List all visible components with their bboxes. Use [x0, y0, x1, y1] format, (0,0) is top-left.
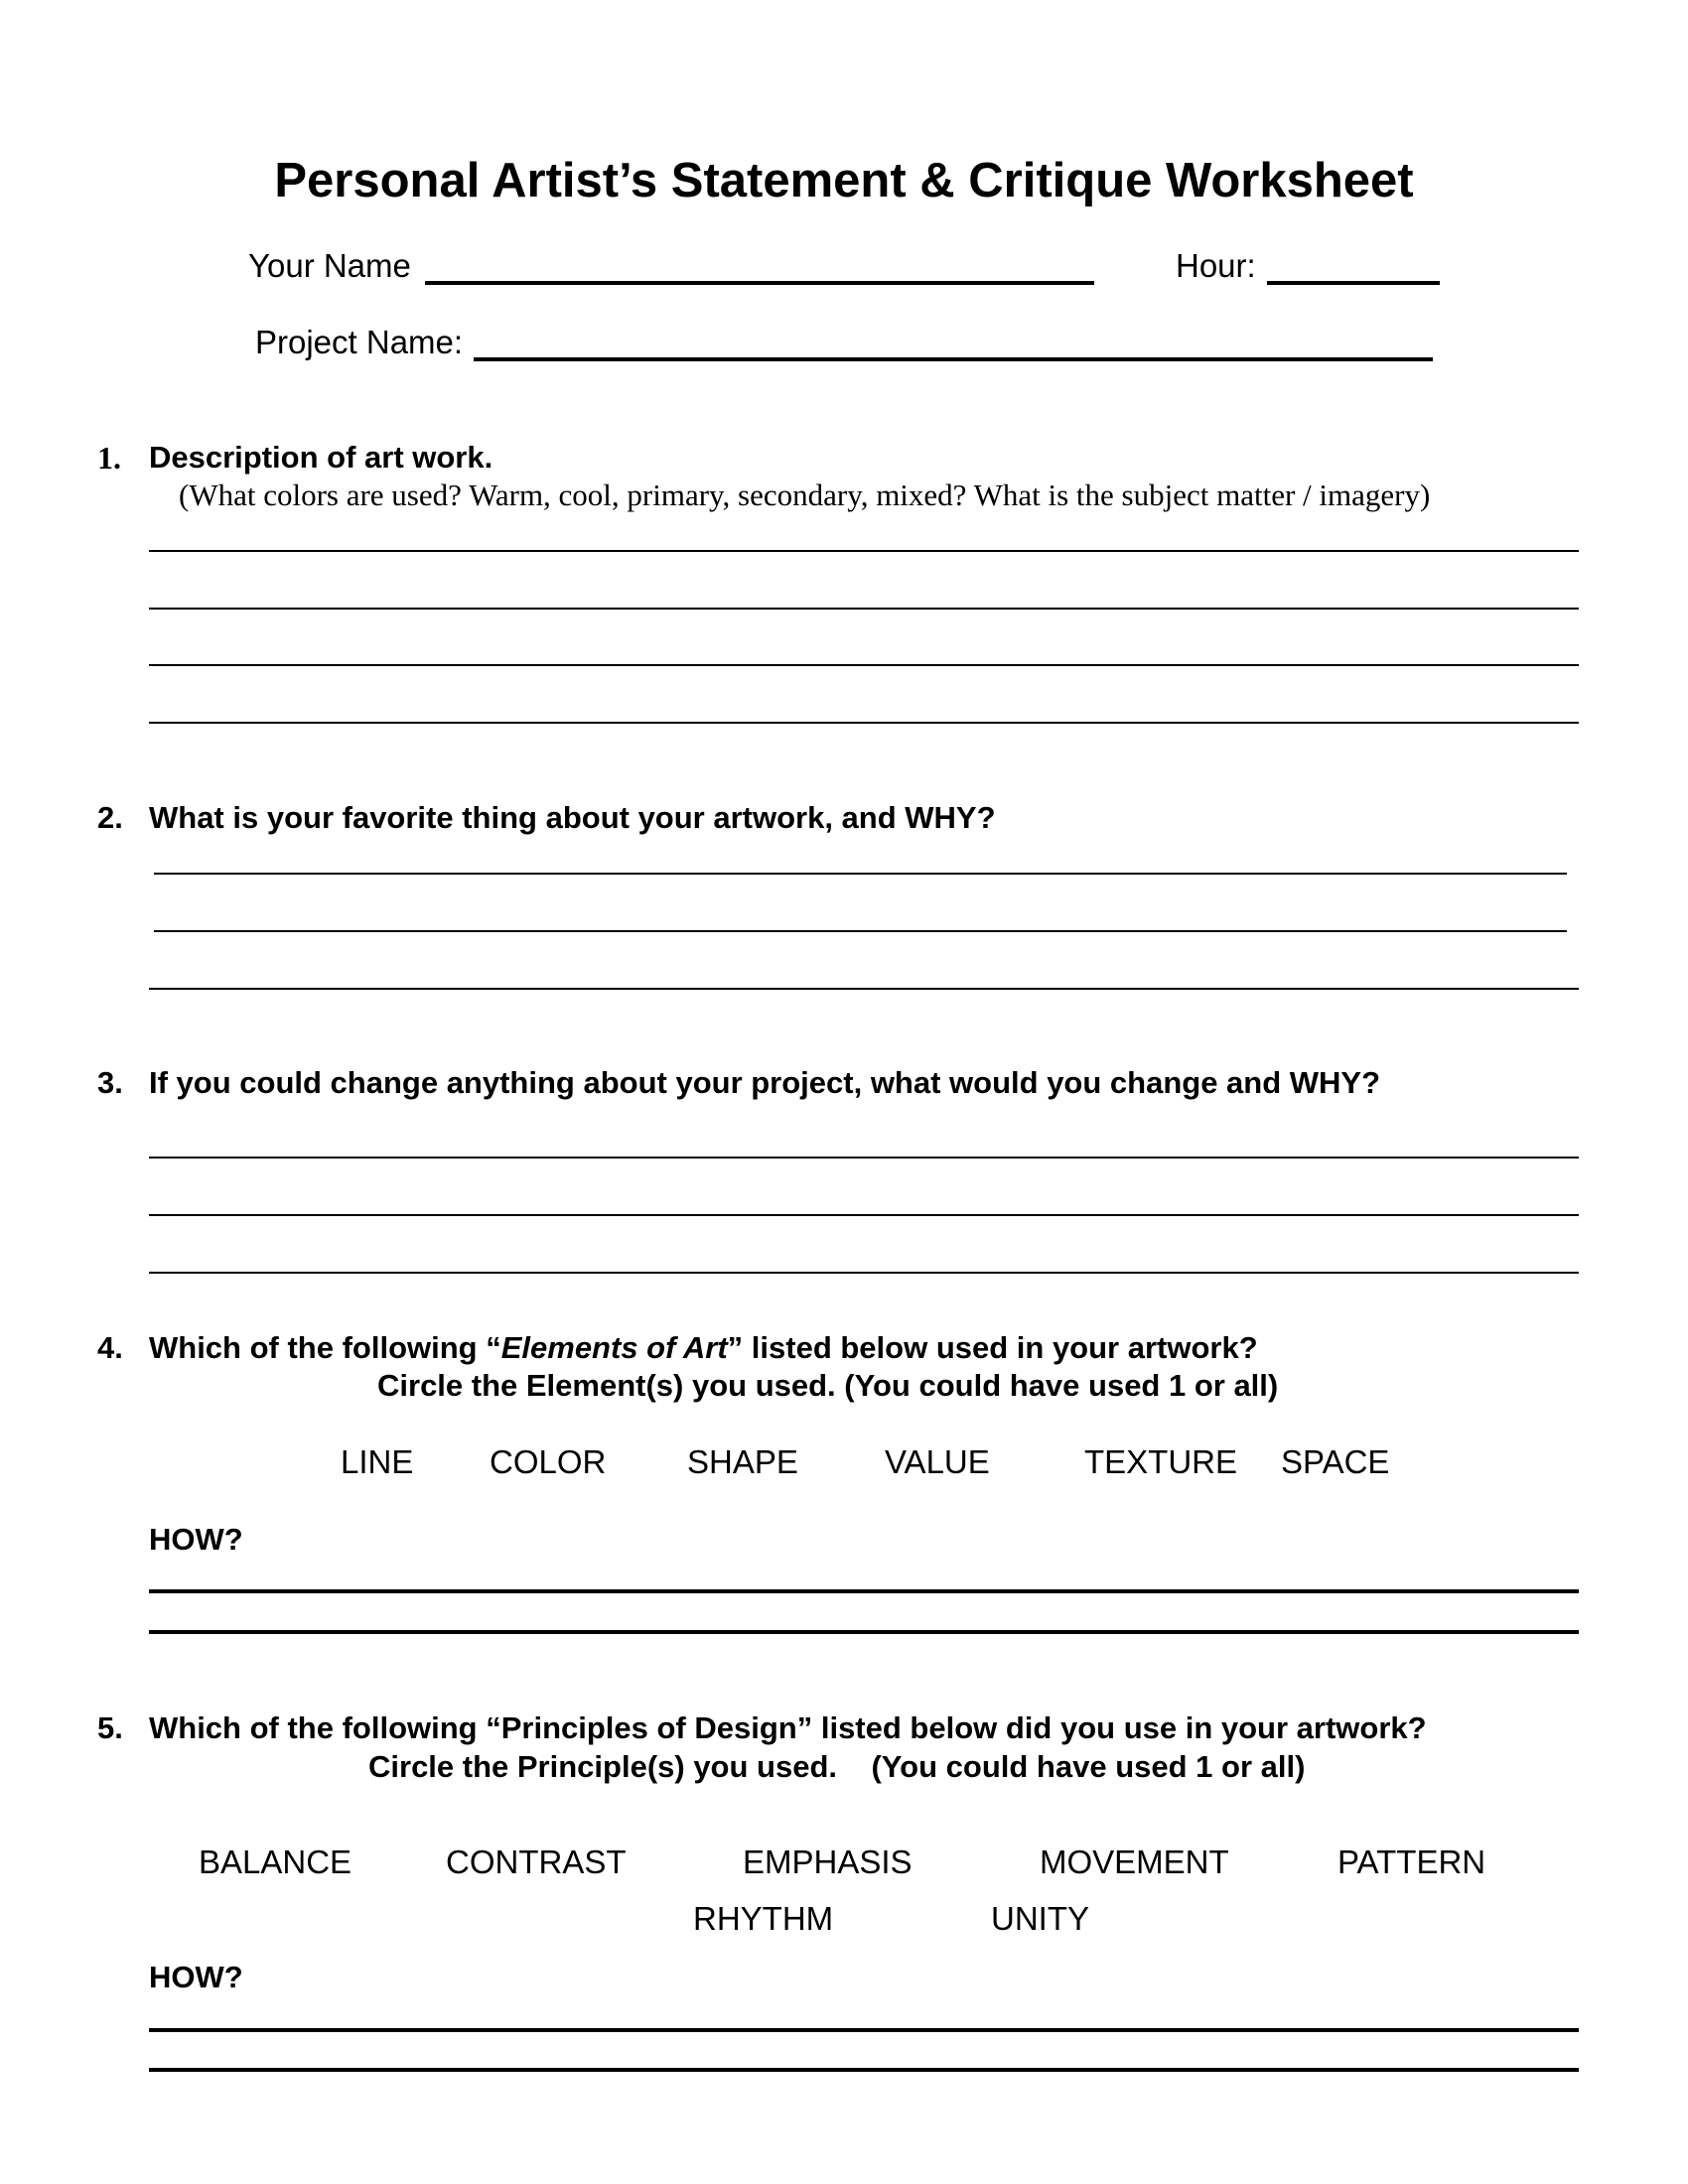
element-option-color[interactable]: COLOR: [490, 1443, 607, 1480]
principle-option-rhythm[interactable]: RHYTHM: [693, 1900, 834, 1937]
answer-line[interactable]: [154, 930, 1567, 932]
principle-option-pattern[interactable]: PATTERN: [1337, 1843, 1486, 1880]
principle-option-emphasis[interactable]: EMPHASIS: [743, 1843, 913, 1880]
page-title: Personal Artist’s Statement & Critique Worksheet: [274, 154, 1414, 207]
question-4-how-label: HOW?: [149, 1522, 243, 1557]
principle-option-contrast[interactable]: CONTRAST: [446, 1843, 627, 1880]
question-4-text-start: Which of the following “: [149, 1330, 501, 1365]
principle-option-movement[interactable]: MOVEMENT: [1040, 1843, 1229, 1880]
question-1-hint: (What colors are used? Warm, cool, primary, secondary, mixed? What is the subject matter / imagery): [179, 478, 1431, 512]
answer-line[interactable]: [149, 988, 1579, 990]
answer-line[interactable]: [149, 722, 1579, 724]
answer-line[interactable]: [149, 1630, 1579, 1634]
question-1-text: Description of art work.: [149, 440, 493, 475]
principle-option-balance[interactable]: BALANCE: [199, 1843, 352, 1880]
question-3-number: 3.: [97, 1065, 123, 1100]
answer-line[interactable]: [149, 1214, 1579, 1216]
project-name-label: Project Name:: [255, 324, 464, 360]
question-4-text-end: ” listed below used in your artwork?: [727, 1330, 1258, 1365]
principle-option-unity[interactable]: UNITY: [991, 1900, 1089, 1937]
question-2-text: What is your favorite thing about your artwork, and WHY?: [149, 800, 996, 835]
question-5-instruction: Circle the Principle(s) you used. (You could have used 1 or all): [368, 1749, 1306, 1784]
answer-line[interactable]: [149, 2028, 1579, 2032]
element-option-space[interactable]: SPACE: [1281, 1443, 1390, 1480]
answer-line[interactable]: [149, 550, 1579, 552]
element-option-line[interactable]: LINE: [341, 1443, 414, 1480]
element-option-value[interactable]: VALUE: [885, 1443, 990, 1480]
hour-label: Hour:: [1176, 247, 1256, 284]
answer-line[interactable]: [154, 873, 1567, 875]
question-4-text-emphasis: Elements of Art: [500, 1330, 728, 1365]
hour-field[interactable]: [1267, 281, 1440, 285]
answer-line[interactable]: [149, 608, 1579, 610]
question-5-how-label: HOW?: [149, 1960, 243, 1994]
question-3-text: If you could change anything about your project, what would you change and WHY?: [149, 1065, 1381, 1100]
answer-line[interactable]: [149, 1157, 1579, 1159]
project-name-field[interactable]: [474, 357, 1433, 361]
element-option-shape[interactable]: SHAPE: [687, 1443, 798, 1480]
answer-line[interactable]: [149, 1589, 1579, 1593]
answer-line[interactable]: [149, 664, 1579, 666]
answer-line[interactable]: [149, 2068, 1579, 2072]
question-5-number: 5.: [97, 1710, 123, 1745]
question-4-instruction: Circle the Element(s) you used. (You could have used 1 or all): [377, 1368, 1279, 1403]
question-4-text: [149, 1328, 1258, 1368]
name-field[interactable]: [425, 281, 1094, 285]
question-4-number: 4.: [97, 1330, 123, 1365]
question-2-number: 2.: [97, 800, 123, 835]
question-1-number: 1.: [97, 440, 121, 476]
question-5-text: Which of the following “Principles of Design” listed below did you use in your artwork?: [149, 1710, 1427, 1745]
answer-line[interactable]: [149, 1272, 1579, 1274]
name-label: Your Name: [248, 247, 411, 284]
element-option-texture[interactable]: TEXTURE: [1084, 1443, 1238, 1480]
